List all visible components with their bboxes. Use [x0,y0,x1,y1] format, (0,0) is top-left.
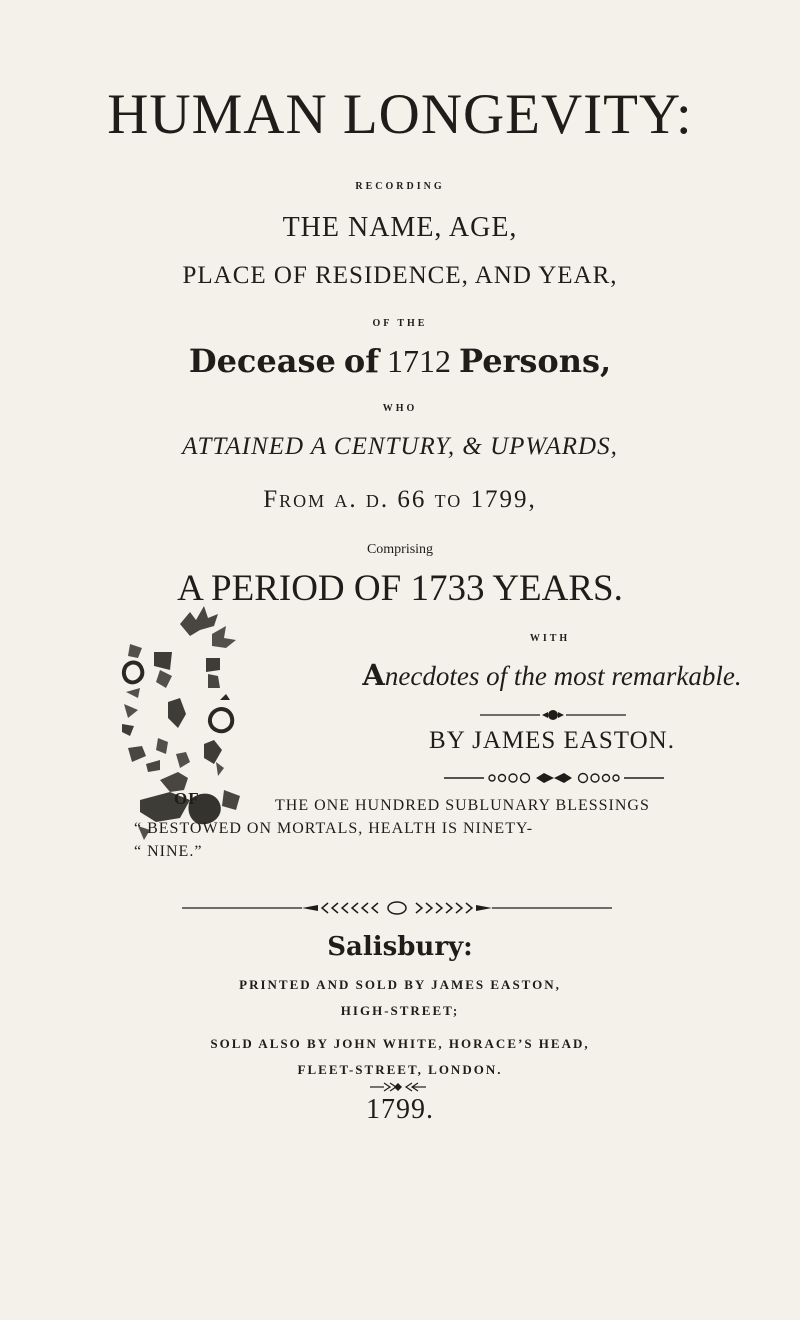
who-label: WHO [382,403,418,414]
small-ornament-icon [368,1082,428,1092]
anecdotes-line [302,658,800,692]
divider-rule-1 [480,709,626,721]
anecdotes-initial: A [362,658,385,692]
divider-rule-3 [182,900,612,916]
persons-count: 1712 [386,343,451,379]
epigraph-quote [134,794,674,863]
of-word: of [343,342,379,380]
with-label: WITH [529,633,571,644]
period-line: A PERIOD OF 1733 YEARS. [177,568,623,609]
persons-word: Persons, [458,342,612,380]
quote-line-2: “ BESTOWED ON MORTALS, HEALTH IS NINETY- [134,820,534,837]
imprint-line-3: SOLD ALSO BY JOHN WHITE, HORACE’S HEAD, [210,1036,590,1051]
subtitle-line-2: PLACE OF RESIDENCE, AND YEAR, [182,262,618,289]
author-line: BY JAMES EASTON. [429,727,675,754]
comprising-label: Comprising [366,542,434,557]
of-the-label: OF THE [372,318,428,329]
imprint-seller [0,1031,800,1083]
recording-label: RECORDING [355,181,445,192]
imprint-line-4: FLEET-STREET, LONDON. [297,1062,503,1077]
decease-line [0,342,800,380]
imprint-place: Salisbury: [327,932,473,962]
anecdotes-text: necdotes of the most remarkable. [384,661,742,691]
dropcap-fragment: OF [174,789,200,808]
divider-rule-2 [444,771,664,785]
quote-line-3: “ NINE.” [134,843,203,860]
decease-word: Decease [188,342,336,380]
date-range-line: From a. d. 66 to 1799, [263,486,537,513]
imprint-line-2: HIGH-STREET; [340,1003,460,1018]
imprint-line-1: PRINTED AND SOLD BY JAMES EASTON, [239,977,561,992]
attained-line: ATTAINED A CENTURY, & UPWARDS, [182,433,618,460]
quote-line-1: THE ONE HUNDRED SUBLUNARY BLESSINGS [275,797,650,814]
book-title: HUMAN LONGEVITY: [107,83,693,146]
subtitle-line-1: THE NAME, AGE, [282,212,518,243]
publication-year: 1799. [366,1094,434,1125]
imprint-printer [0,972,800,1024]
